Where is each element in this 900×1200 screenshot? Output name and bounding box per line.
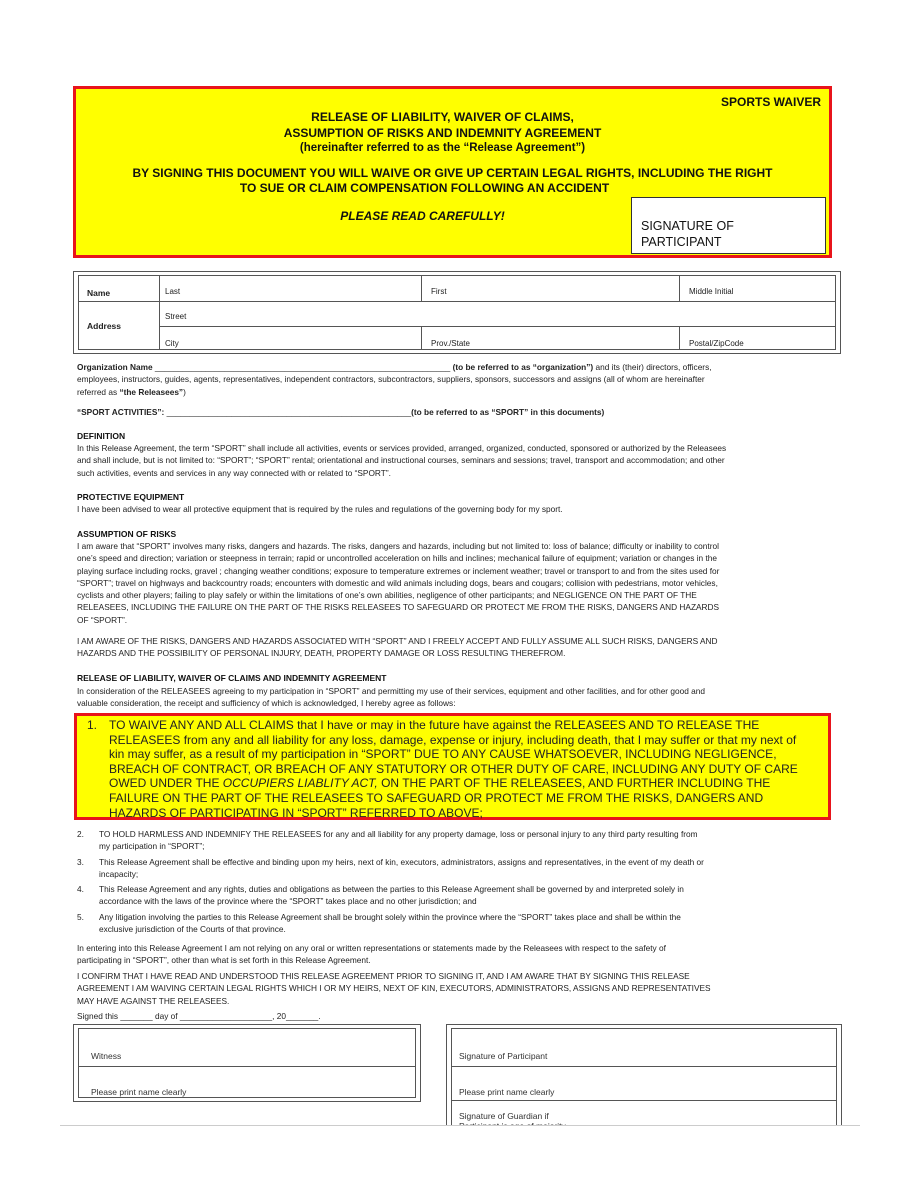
assumption-line: I am aware that “SPORT” involves many risks, dangers and hazards. The risks, dangers and hazards, including but not limited to: loss of balance; difficulty or inability to control xyxy=(77,541,719,551)
row-divider xyxy=(159,301,835,302)
release-line: In consideration of the RELEASEES agreeing to my participation in “SPORT” and permitting my use of their services, equipment and other facilities, and for other good and xyxy=(77,686,705,696)
organization-text: ) xyxy=(183,386,186,397)
clause-body xyxy=(109,718,820,820)
definition-line: and shall include, but is not limited to: “SPORT”; “SPORT” rental; orientational and instructional courses, seminars and sessions; travel, transport and accommodation; and other xyxy=(77,455,725,466)
sport-activities-line xyxy=(77,406,833,418)
signed-date-line[interactable]: Signed this _______ day of ____________________, 20_______. xyxy=(77,1011,321,1021)
assumption-line: RELEASEES, INCLUDING THE FAILURE ON THE PART OF THE RISKS RELEASEES TO SAFEGUARD OR PROTECT ME FROM THE RISKS, DANGERS AND HAZARDS xyxy=(77,602,720,613)
sport-activities-label: “SPORT ACTIVITIES”: xyxy=(77,407,165,417)
release-line: valuable consideration, the receipt and sufficiency of which is acknowledged, I hereby agree as follows: xyxy=(77,698,456,709)
address-label: Address xyxy=(87,321,122,331)
postal-code-field[interactable]: Postal/ZipCode xyxy=(689,339,744,348)
clause-number: 2. xyxy=(77,829,84,839)
organization-paragraph xyxy=(77,361,833,398)
assumption-line: playing surface including rocks, gravel ; changing weather conditions; exposure to temperature extremes or inclement weather; travel or transport to and from the sites used for xyxy=(77,565,720,576)
row-divider xyxy=(79,1066,415,1067)
col-divider xyxy=(421,276,422,301)
signature-label-line-1: SIGNATURE OF xyxy=(641,219,734,233)
assumption-line: “SPORT”; travel on highways and backcountry roads; encounters with domestic and wild animals including dogs, bears and cougars; collision with pedestrians, motor vehicles, xyxy=(77,577,718,588)
col-divider xyxy=(679,276,680,301)
assumption-line: OF “SPORT”. xyxy=(77,614,128,625)
clause-line: This Release Agreement and any rights, duties and obligations as between the parties to this Release Agreement shall be governed by and interpreted solely in xyxy=(99,884,684,894)
sports-waiver-label: SPORTS WAIVER xyxy=(720,95,821,109)
witness-print-name-field[interactable]: Please print name clearly xyxy=(91,1087,187,1097)
clause-line: OWED UNDER THE xyxy=(109,776,223,791)
definition-line: In this Release Agreement, the term “SPORT” shall include all activities, events or services provided, arranged, organized, conducted, sponsored or authorized by the Releasees xyxy=(77,443,727,453)
warning-line-1: BY SIGNING THIS DOCUMENT YOU WILL WAIVE OR GIVE UP CERTAIN LEGAL RIGHTS, INCLUDING THE RIGHT xyxy=(132,166,773,180)
warning-line-2: TO SUE OR CLAIM COMPENSATION FOLLOWING AN ACCIDENT xyxy=(239,181,610,195)
participant-signature-box[interactable] xyxy=(631,197,826,254)
assumption-line: cyclists and other players; failing to play safely or within the limitations of one’s own abilities, negligence of other participants; and NEGLIGENCE ON THE PART OF THE xyxy=(77,590,697,601)
confirm-line: I CONFIRM THAT I HAVE READ AND UNDERSTOOD THIS RELEASE AGREEMENT PRIOR TO SIGNING IT, AND I AM AWARE THAT BY SIGNING THIS RELEASE xyxy=(77,971,690,981)
assumption-heading: ASSUMPTION OF RISKS xyxy=(77,529,177,539)
release-text xyxy=(77,685,833,710)
aware-of-risks-text xyxy=(77,635,833,660)
clause-line: ON THE PART OF THE RELEASEES, AND FURTHER INCLUDING THE xyxy=(377,776,771,791)
participant-signature-field[interactable]: Signature of Participant xyxy=(459,1051,548,1061)
title-line-1: RELEASE OF LIABILITY, WAIVER OF CLAIMS, xyxy=(311,110,574,124)
participant-print-name-field[interactable]: Please print name clearly xyxy=(459,1087,555,1097)
col-divider xyxy=(421,326,422,349)
col-divider xyxy=(159,276,160,349)
row-divider xyxy=(159,326,835,327)
entering-agreement-text xyxy=(77,942,833,967)
clause-line: exclusive jurisdiction of the Courts of that province. xyxy=(99,924,286,935)
assumption-text xyxy=(77,540,833,626)
row-divider xyxy=(452,1100,836,1101)
organization-referred: (to be referred to as “organization”) xyxy=(452,362,594,372)
page-cutoff xyxy=(0,1126,900,1200)
witness-field[interactable]: Witness xyxy=(91,1051,122,1061)
clause-line: BREACH OF CONTRACT, OR BREACH OF ANY STATUTORY OR OTHER DUTY OF CARE, INCLUDING ANY DUTY OF CARE xyxy=(109,761,798,776)
sport-referred: (to be referred to as “SPORT” in this documents) xyxy=(411,407,605,417)
last-name-field[interactable]: Last xyxy=(165,287,181,296)
organization-text: referred as xyxy=(77,386,120,397)
aware-line: I AM AWARE OF THE RISKS, DANGERS AND HAZARDS ASSOCIATED WITH “SPORT” AND I FREELY ACCEPT AND FULLY ASSUME ALL SUCH RISKS, DANGERS AND xyxy=(77,636,718,646)
sport-activities-blank[interactable]: _____________________________________________________ xyxy=(164,407,412,417)
city-field[interactable]: City xyxy=(165,339,179,348)
definition-heading: DEFINITION xyxy=(77,431,126,441)
clause-line: kin may suffer, as a result of my participation in “SPORT” DUE TO ANY CAUSE WHATSOEVER, INCLUDING NEGLIGENCE, xyxy=(109,747,777,762)
title-line-3: (hereinafter referred to as the “Release Agreement”) xyxy=(299,142,586,154)
definition-text xyxy=(77,442,833,479)
organization-blank[interactable]: ________________________________________________________________ xyxy=(154,362,451,372)
clause-line: This Release Agreement shall be effective and binding upon my heirs, next of kin, executors, administrators, assigns and representatives, in the event of my death or xyxy=(99,857,704,867)
clause-line: incapacity; xyxy=(99,869,139,880)
clause-number: 3. xyxy=(77,857,84,867)
title-line-2: ASSUMPTION OF RISKS AND INDEMNITY AGREEMENT xyxy=(283,126,602,140)
clause-line: Any litigation involving the parties to this Release Agreement shall be brought solely within the province where the “SPORT” takes place and shall be within the xyxy=(99,912,681,922)
definition-line: such activities, events and services in any way connected with or related to “SPORT”. xyxy=(77,467,391,478)
clause-line: TO WAIVE ANY AND ALL CLAIMS that I have or may in the future have against the RELEASEES AND TO RELEASE THE xyxy=(109,718,760,732)
release-heading: RELEASE OF LIABILITY, WAIVER OF CLAIMS AND INDEMNITY AGREEMENT xyxy=(77,673,387,683)
clause-number: 1. xyxy=(87,718,98,732)
protective-equipment-text: I have been advised to wear all protective equipment that is required by the rules and regulations of the governing body for my sport. xyxy=(77,504,563,514)
clause-line: my participation in “SPORT”; xyxy=(99,841,205,852)
organization-line-2: employees, instructors, guides, agents, representatives, independent contractors, subcontractors, suppliers, sponsors, successors and assigns (all of whom are hereinafter xyxy=(77,374,705,385)
name-label: Name xyxy=(87,288,111,298)
waive-claims-clause xyxy=(74,713,831,820)
signature-label-line-2: PARTICIPANT xyxy=(641,235,722,249)
occupiers-act-term: OCCUPIERS LIABLITY ACT, xyxy=(222,776,378,791)
organization-label: Organization Name xyxy=(77,362,153,372)
entering-line: participating in “SPORT”, other than what is set forth in this Release Agreement. xyxy=(77,955,371,966)
clause-line: TO HOLD HARMLESS AND INDEMNIFY THE RELEASEES for any and all liability for any property damage, loss or personal injury to any third party resulting from xyxy=(99,829,698,839)
assumption-line: one’s speed and direction; variation or steepness in terrain; rapid or uncontrolled acceleration on hills and inclines; mechanical failure of equipment; variation or changes in the xyxy=(77,553,718,564)
clause-number: 5. xyxy=(77,912,84,922)
province-field[interactable]: Prov./State xyxy=(431,339,470,348)
aware-line: HAZARDS AND THE POSSIBILITY OF PERSONAL INJURY, DEATH, PROPERTY DAMAGE OR LOSS RESULTING THEREFROM. xyxy=(77,648,566,659)
please-read-carefully: PLEASE READ CAREFULLY! xyxy=(340,209,505,223)
confirm-line: MAY HAVE AGAINST THE RELEASEES. xyxy=(77,995,230,1006)
guardian-signature-field[interactable]: Signature of Guardian if xyxy=(459,1111,549,1121)
participant-info-table xyxy=(73,271,841,354)
first-name-field[interactable]: First xyxy=(431,287,447,296)
row-divider xyxy=(452,1066,836,1067)
clause-line: RELEASEES from any and all liability for any loss, damage, expense or injury, including death, that I may suffer or that my next of xyxy=(109,732,797,747)
organization-text: and its (their) directors, officers, xyxy=(593,362,712,372)
participant-signature-table xyxy=(446,1024,842,1134)
col-divider xyxy=(679,326,680,349)
confirm-text xyxy=(77,970,833,1007)
confirm-line: AGREEMENT I AM WAIVING CERTAIN LEGAL RIGHTS WHICH I OR MY HEIRS, NEXT OF KIN, EXECUTORS, ADMINISTRATORS, ASSIGNS AND REPRESENTATIVES xyxy=(77,983,711,994)
clause-line: accordance with the laws of the province where the “SPORT” takes place and no other jurisdiction; and xyxy=(99,896,477,907)
row-divider xyxy=(79,301,159,302)
clause-line: HAZARDS OF PARTICIPATING IN “SPORT” REFERRED TO ABOVE; xyxy=(109,805,483,820)
middle-initial-field[interactable]: Middle Initial xyxy=(689,287,734,296)
witness-signature-grid xyxy=(78,1028,416,1098)
participant-info-grid xyxy=(78,275,836,350)
street-field[interactable]: Street xyxy=(165,312,187,321)
page-bottom-rule xyxy=(60,1125,860,1126)
releasees-term: “the Releasees” xyxy=(119,386,184,397)
clause-number: 4. xyxy=(77,884,84,894)
protective-equipment-heading: PROTECTIVE EQUIPMENT xyxy=(77,492,185,502)
entering-line: In entering into this Release Agreement I am not relying on any oral or written representations or statements made by the Releasees with respect to the safety of xyxy=(77,943,666,953)
waiver-header-box xyxy=(73,86,832,258)
witness-signature-table xyxy=(73,1024,421,1102)
clause-line: FAILURE ON THE PART OF THE RELEASEES TO SAFEGUARD OR PROTECT ME FROM THE RISKS, DANGERS AND xyxy=(109,790,764,805)
